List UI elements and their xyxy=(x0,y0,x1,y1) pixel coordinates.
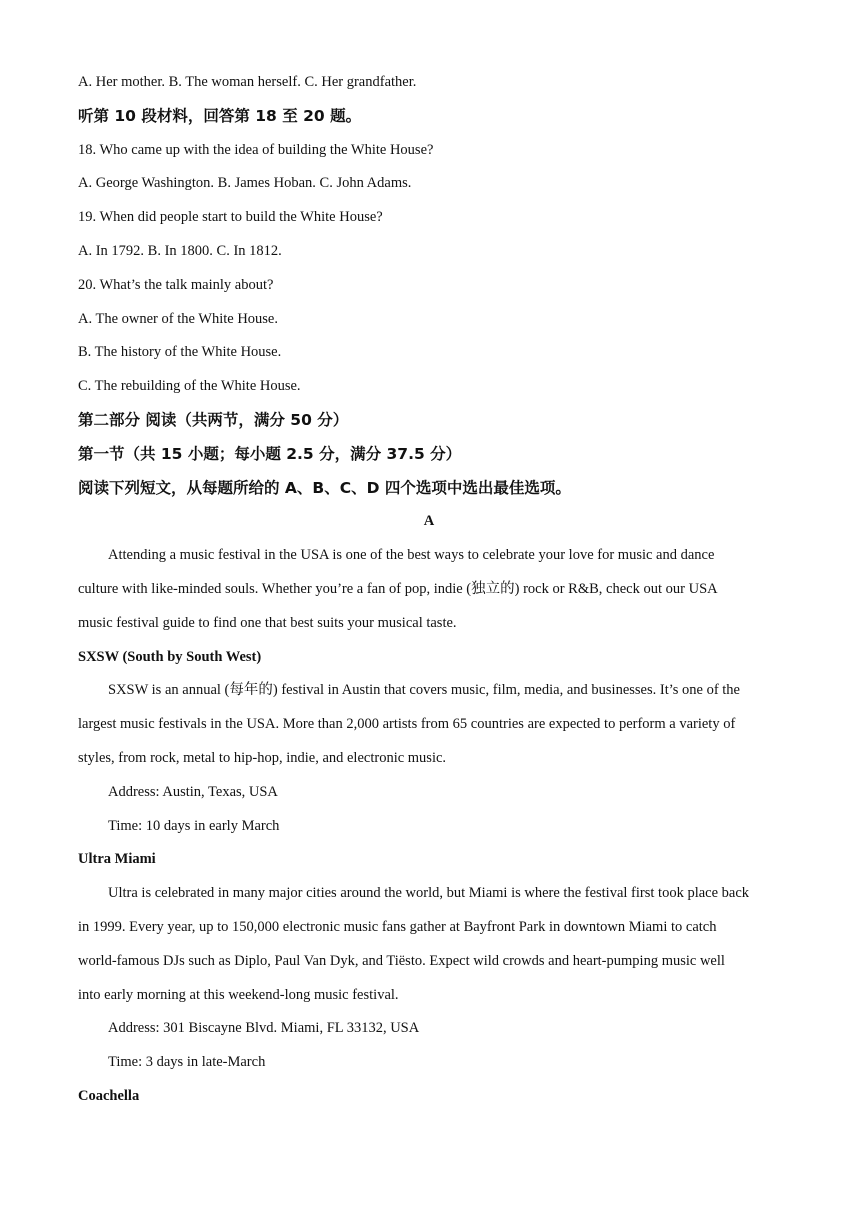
sxsw-address: Address: Austin, Texas, USA xyxy=(108,783,278,800)
sxsw-paragraph-line-2: largest music festivals in the USA. More than 2,000 artists from 65 countries are expected to perform a variety of xyxy=(78,716,736,733)
q19-options: A. In 1792. B. In 1800. C. In 1812. xyxy=(78,242,282,259)
q18-options: A. George Washington. B. James Hoban. C. John Adams. xyxy=(78,175,412,192)
passage-label: A xyxy=(423,513,435,530)
q19-question: 19. When did people start to build the White House? xyxy=(78,209,383,226)
festival-heading-coachella: Coachella xyxy=(78,1087,140,1104)
intro-paragraph-line-1: Attending a music festival in the USA is one of the best ways to celebrate your love for music and dance xyxy=(108,547,715,564)
festival-heading-ultra: Ultra Miami xyxy=(78,851,156,868)
q18-question: 18. Who came up with the idea of building the White House? xyxy=(78,141,434,158)
section-instruction-material-10: 听第 10 段材料，回答第 18 至 20 题。 xyxy=(78,106,362,125)
ultra-time: Time: 3 days in late-March xyxy=(108,1054,266,1071)
ultra-address: Address: 301 Biscayne Blvd. Miami, FL 33132, USA xyxy=(108,1020,420,1037)
document-page xyxy=(78,66,780,1114)
reading-instruction: 阅读下列短文，从每题所给的 A、B、C、D 四个选项中选出最佳选项。 xyxy=(78,478,571,497)
section-one-heading: 第一节（共 15 小题；每小题 2.5 分，满分 37.5 分） xyxy=(78,444,462,463)
q20-option-b: B. The history of the White House. xyxy=(78,344,282,361)
q20-option-c: C. The rebuilding of the White House. xyxy=(78,378,301,395)
intro-paragraph-line-2: culture with like-minded souls. Whether you’re a fan of pop, indie (独立的) rock or R&B, check out our USA xyxy=(78,580,718,597)
ultra-paragraph-line-4: into early morning at this weekend-long music festival. xyxy=(78,986,399,1003)
ultra-paragraph-line-3: world-famous DJs such as Diplo, Paul Van Dyk, and Tiësto. Expect wild crowds and heart-pumping music well xyxy=(78,952,725,969)
ultra-paragraph-line-1: Ultra is celebrated in many major cities around the world, but Miami is where the festival first took place back xyxy=(108,885,750,902)
q20-question: 20. What’s the talk mainly about? xyxy=(78,276,274,293)
sxsw-paragraph-line-1: SXSW is an annual (每年的) festival in Austin that covers music, film, media, and businesses. It’s one of the xyxy=(108,682,740,699)
q17-options: A. Her mother. B. The woman herself. C. Her grandfather. xyxy=(78,74,417,90)
part-two-heading: 第二部分 阅读（共两节，满分 50 分） xyxy=(78,410,349,429)
sxsw-time: Time: 10 days in early March xyxy=(108,817,280,834)
sxsw-paragraph-line-3: styles, from rock, metal to hip-hop, indie, and electronic music. xyxy=(78,749,447,766)
ultra-paragraph-line-2: in 1999. Every year, up to 150,000 electronic music fans gather at Bayfront Park in downtown Miami to catch xyxy=(78,918,717,935)
festival-heading-sxsw: SXSW (South by South West) xyxy=(78,648,262,665)
intro-paragraph-line-3: music festival guide to find one that best suits your musical taste. xyxy=(78,614,457,631)
q20-option-a: A. The owner of the White House. xyxy=(78,310,278,327)
